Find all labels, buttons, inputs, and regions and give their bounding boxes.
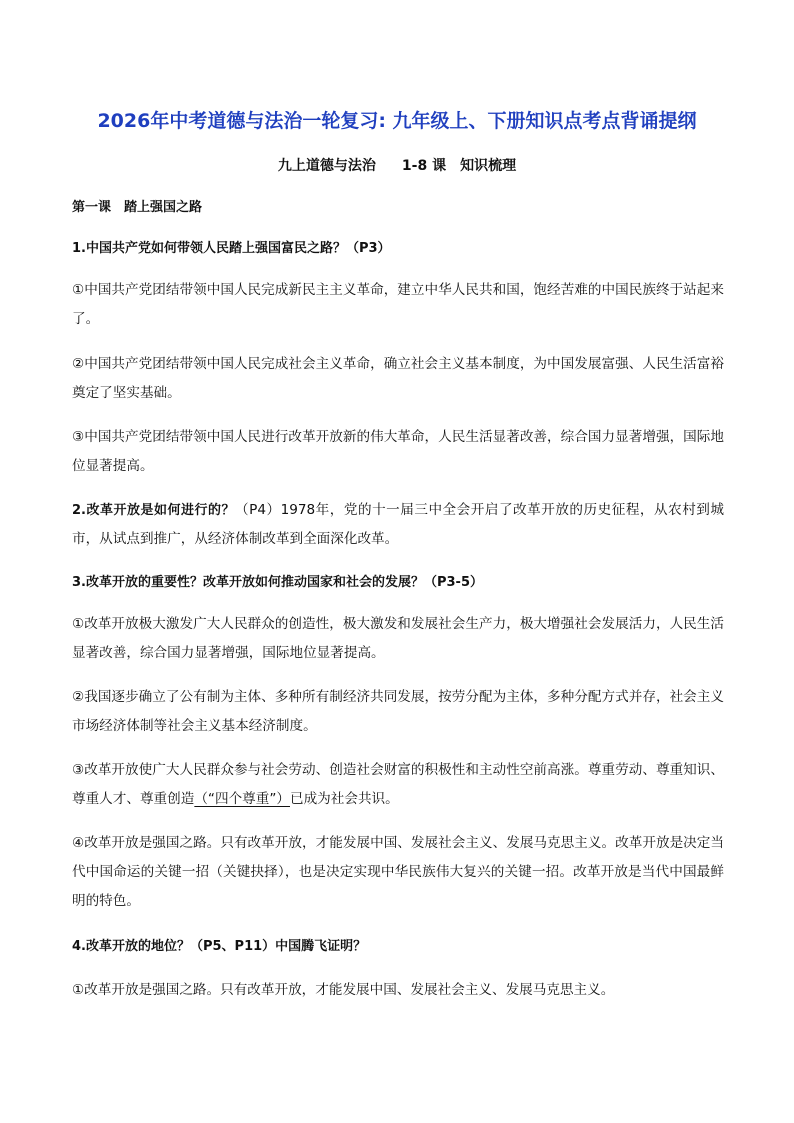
subtitle-summary: 知识梳理 [460, 158, 517, 174]
document-subtitle [60, 155, 734, 175]
question-3-point-3-end: 已成为社会共识。 [290, 791, 399, 807]
question-1-point-2: ②中国共产党团结带领中国人民完成社会主义革命，确立社会主义基本制度，为中国发展富强、人民生活富裕奠定了坚实基础。 [72, 356, 724, 401]
question-3-point-2: ②我国逐步确立了公有制为主体、多种所有制经济共同发展，按劳分配为主体，多种分配方式并存，社会主义市场经济体制等社会主义基本经济制度。 [72, 689, 724, 734]
question-3-point-4: ④改革开放是强国之路。只有改革开放，才能发展中国、发展社会主义、发展马克思主义。改革开放是决定当代中国命运的关键一招（关键抉择），也是决定实现中华民族伟大复兴的关键一招。改革开放是当代中国最鲜明的特色。 [72, 835, 724, 909]
question-1-point-1: ①中国共产党团结带领中国人民完成新民主主义革命，建立中华人民共和国，饱经苦难的中国民族终于站起来了。 [72, 282, 724, 327]
question-1-point-3: ③中国共产党团结带领中国人民进行改革开放新的伟大革命，人民生活显著改善，综合国力显著增强，国际地位显著提高。 [72, 429, 724, 474]
question-4-point-1: ①改革开放是强国之路。只有改革开放，才能发展中国、发展社会主义、发展马克思主义。 [72, 982, 615, 998]
subtitle-lessons: 1-8 课 [401, 158, 447, 174]
question-2-heading: 2.改革开放是如何进行的？ [72, 503, 236, 518]
question-3-heading: 3.改革开放的重要性？改革开放如何推动国家和社会的发展？（P3-5） [72, 575, 483, 590]
question-3-point-1: ①改革开放极大激发广大人民群众的创造性，极大激发和发展社会生产力，极大增强社会发展活力，人民生活显著改善，综合国力显著增强，国际地位显著提高。 [72, 616, 724, 661]
lesson-heading: 第一课 踏上强国之路 [72, 200, 203, 215]
question-2 [72, 496, 724, 554]
question-2-text: （P4）1978年，党的十一届三中全会开启了改革开放的历史征程，从农村到城市，从试点到推广，从经济体制改革到全面深化改革。 [72, 502, 724, 547]
question-1-heading: 1.中国共产党如何带领人民踏上强国富民之路？（P3） [72, 241, 391, 256]
four-respects-underlined: （“四个尊重”） [194, 791, 290, 807]
document-title: 2026年中考道德与法治一轮复习: 九年级上、下册知识点考点背诵提纲 [97, 110, 697, 132]
question-3-point-3-text: ③改革开放使广大人民群众参与社会劳动、创造社会财富的积极性和主动性空前高涨。尊重劳动、尊重知识、尊重人才、尊重创造 [72, 762, 724, 807]
question-4-heading: 4.改革开放的地位？（P5、P11）中国腾飞证明？ [72, 939, 367, 954]
subtitle-subject: 九上道德与法治 [277, 158, 376, 174]
question-3-point-3 [72, 756, 724, 814]
